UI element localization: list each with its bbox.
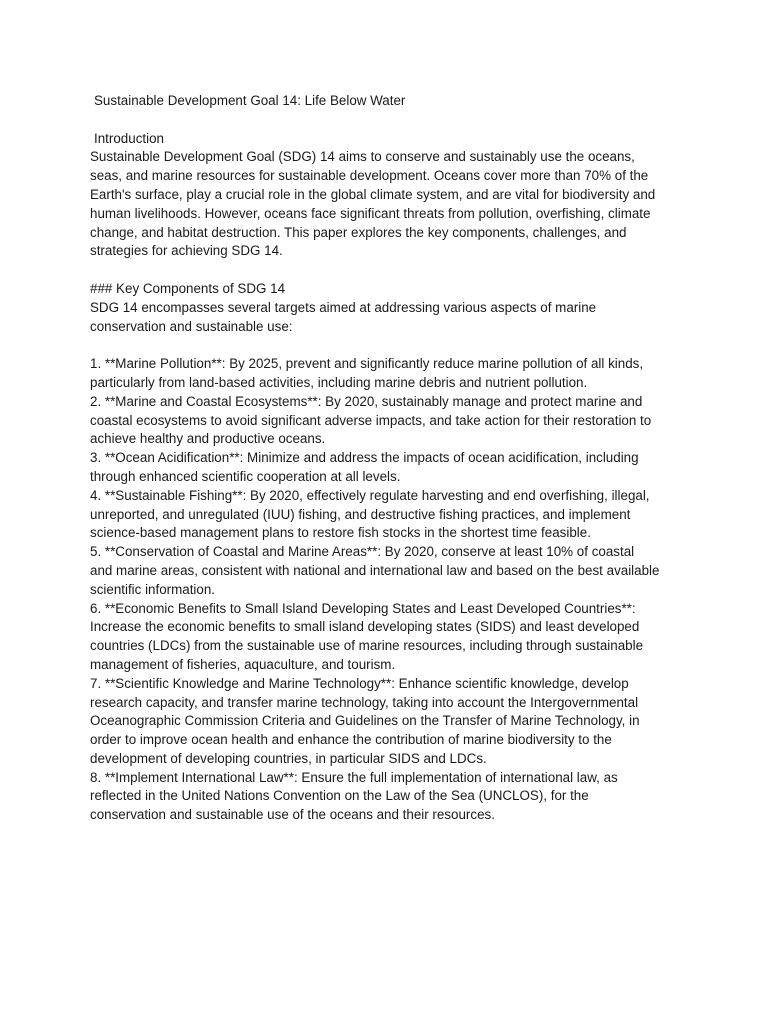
- intro-line: Sustainable Development Goal (SDG) 14 aims to conserve and sustainably use the oceans,: [90, 149, 635, 165]
- list-item-line: conservation and sustainable use of the oceans and their resources.: [90, 807, 495, 823]
- list-item-line: science-based management plans to restore fish stocks in the shortest time feasible.: [90, 525, 591, 541]
- intro-line: change, and habitat destruction. This paper explores the key components, challenges, and: [90, 224, 627, 240]
- list-item-line: particularly from land-based activities, including marine debris and nutrient pollution.: [90, 374, 588, 390]
- list-item-line: countries (LDCs) from the sustainable use of marine resources, including through sustainable: [90, 638, 644, 654]
- list-item-line: reflected in the United Nations Convention on the Law of the Sea (UNCLOS), for the: [90, 788, 589, 804]
- list-item-line: Oceanographic Commission Criteria and Guidelines on the Transfer of Marine Technology, in: [90, 713, 640, 729]
- section-intro-line: SDG 14 encompasses several targets aimed at addressing various aspects of marine: [90, 299, 597, 315]
- list-item-line: unreported, and unregulated (IUU) fishing, and destructive fishing practices, and implement: [90, 506, 631, 522]
- intro-line: seas, and marine resources for sustainable development. Oceans cover more than 70% of the: [90, 168, 649, 184]
- list-item-line: scientific information.: [90, 581, 216, 597]
- intro-heading: Introduction: [94, 130, 164, 146]
- list-item-line: 8. **Implement International Law**: Ensure the full implementation of international law, as: [90, 769, 618, 785]
- list-item: [90, 769, 690, 825]
- list-item-line: 3. **Ocean Acidification**: Minimize and address the impacts of ocean acidification, including: [90, 450, 639, 466]
- list-item: [90, 355, 690, 393]
- section-intro-paragraph: [90, 299, 690, 337]
- list-item-line: 2. **Marine and Coastal Ecosystems**: By 2020, sustainably manage and protect marine and: [90, 393, 643, 409]
- list-item: [90, 487, 690, 543]
- list-item-line: 4. **Sustainable Fishing**: By 2020, effectively regulate harvesting and end overfishing, illegal,: [90, 487, 650, 503]
- spacer: [90, 336, 690, 355]
- list-item: [90, 675, 690, 769]
- document-title: Sustainable Development Goal 14: Life Below Water: [94, 93, 406, 108]
- list-item-line: order to improve ocean health and enhance the contribution of marine biodiversity to the: [90, 732, 612, 748]
- list-item: [90, 600, 690, 675]
- intro-line: Earth's surface, play a crucial role in the global climate system, and are vital for biodiversity and: [90, 186, 656, 202]
- spacer: [90, 111, 690, 130]
- document-page: [90, 92, 690, 825]
- list-item-line: management of fisheries, aquaculture, and tourism.: [90, 656, 396, 672]
- spacer: [90, 261, 690, 280]
- intro-paragraph: [90, 148, 690, 261]
- list-item-line: achieve healthy and productive oceans.: [90, 431, 326, 447]
- list-item-line: 5. **Conservation of Coastal and Marine Areas**: By 2020, conserve at least 10% of coastal: [90, 544, 635, 560]
- list-item-line: research capacity, and transfer marine technology, taking into account the Intergovernmental: [90, 694, 639, 710]
- intro-line: human livelihoods. However, oceans face significant threats from pollution, overfishing, climate: [90, 205, 651, 221]
- list-item: [90, 543, 690, 599]
- list-item-line: and marine areas, consistent with national and international law and based on the best available: [90, 562, 660, 578]
- list-item-line: 6. **Economic Benefits to Small Island Developing States and Least Developed Countries**:: [90, 600, 636, 616]
- section-intro-line: conservation and sustainable use:: [90, 318, 293, 334]
- list-item-line: Increase the economic benefits to small island developing states (SIDS) and least developed: [90, 619, 640, 635]
- list-item-line: through enhanced scientific cooperation at all levels.: [90, 468, 401, 484]
- list-item-line: development of developing countries, in particular SIDS and LDCs.: [90, 750, 487, 766]
- targets-list: [90, 355, 690, 825]
- section-heading: ### Key Components of SDG 14: [90, 280, 286, 296]
- list-item: [90, 393, 690, 449]
- list-item-line: 7. **Scientific Knowledge and Marine Technology**: Enhance scientific knowledge, develop: [90, 675, 629, 691]
- list-item-line: 1. **Marine Pollution**: By 2025, prevent and significantly reduce marine pollution of all kinds,: [90, 356, 644, 372]
- list-item-line: coastal ecosystems to avoid significant adverse impacts, and take action for their restoration to: [90, 412, 652, 428]
- intro-line: strategies for achieving SDG 14.: [90, 243, 283, 259]
- list-item: [90, 449, 690, 487]
